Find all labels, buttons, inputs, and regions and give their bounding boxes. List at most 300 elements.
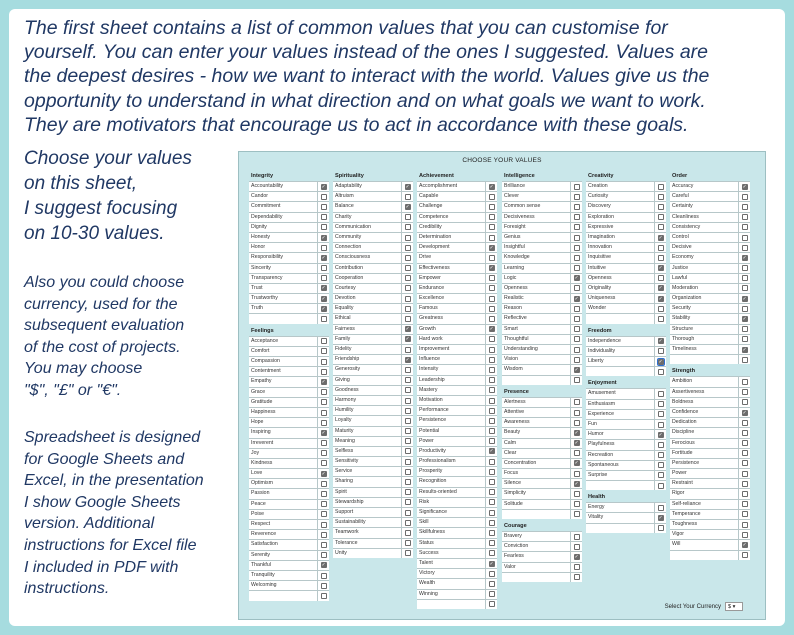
value-label[interactable] — [586, 367, 654, 376]
value-label[interactable]: Meaning — [333, 437, 401, 446]
value-label[interactable]: Dignity — [249, 223, 317, 232]
checkbox-unchecked[interactable] — [321, 593, 327, 599]
checkbox-unchecked[interactable] — [321, 275, 327, 281]
value-label[interactable]: Temperance — [670, 510, 738, 519]
value-label[interactable]: Bravery — [502, 532, 570, 541]
checkbox-checked[interactable]: ✓ — [658, 431, 663, 438]
value-label[interactable]: Power — [417, 437, 485, 446]
checkbox-unchecked[interactable] — [489, 581, 495, 587]
value-label[interactable]: Calm — [502, 439, 570, 448]
checkbox-unchecked[interactable] — [658, 214, 664, 220]
checkbox-unchecked[interactable] — [405, 255, 411, 261]
checkbox-unchecked[interactable] — [405, 489, 411, 495]
checkbox-unchecked[interactable] — [574, 450, 580, 456]
checkbox-unchecked[interactable] — [742, 224, 748, 230]
value-label[interactable]: Happiness — [249, 408, 317, 417]
value-label[interactable]: Hope — [249, 418, 317, 427]
value-label[interactable]: Accomplishment — [417, 182, 485, 191]
checkbox-unchecked[interactable] — [405, 418, 411, 424]
checkbox-unchecked[interactable] — [574, 471, 580, 477]
checkbox-unchecked[interactable] — [405, 285, 411, 291]
checkbox-checked[interactable]: ✓ — [321, 378, 326, 385]
value-label[interactable] — [417, 600, 485, 609]
value-label[interactable]: Peace — [249, 500, 317, 509]
checkbox-checked[interactable]: ✓ — [658, 285, 663, 292]
checkbox-unchecked[interactable] — [574, 204, 580, 210]
checkbox-unchecked[interactable] — [574, 534, 580, 540]
checkbox-unchecked[interactable] — [489, 510, 495, 516]
value-label[interactable]: Discipline — [670, 428, 738, 437]
value-label[interactable]: Vision — [502, 355, 570, 364]
checkbox-unchecked[interactable] — [574, 245, 580, 251]
checkbox-unchecked[interactable] — [405, 438, 411, 444]
value-label[interactable]: Stewardship — [333, 498, 401, 507]
checkbox-unchecked[interactable] — [405, 377, 411, 383]
value-label[interactable]: Sustainability — [333, 518, 401, 527]
checkbox-unchecked[interactable] — [321, 214, 327, 220]
value-label[interactable]: Clever — [502, 192, 570, 201]
checkbox-checked[interactable]: ✓ — [658, 358, 663, 365]
value-label[interactable]: Reflective — [502, 314, 570, 323]
checkbox-unchecked[interactable] — [321, 410, 327, 416]
checkbox-unchecked[interactable] — [658, 306, 664, 312]
value-label[interactable] — [586, 314, 654, 323]
checkbox-unchecked[interactable] — [405, 530, 411, 536]
checkbox-unchecked[interactable] — [489, 367, 495, 373]
value-label[interactable]: Comfort — [249, 347, 317, 356]
value-label[interactable]: Commitment — [249, 202, 317, 211]
value-label[interactable]: Humor — [586, 430, 654, 439]
checkbox-checked[interactable]: ✓ — [321, 254, 326, 261]
checkbox-unchecked[interactable] — [574, 214, 580, 220]
checkbox-unchecked[interactable] — [574, 544, 580, 550]
checkbox-unchecked[interactable] — [658, 204, 664, 210]
checkbox-unchecked[interactable] — [574, 377, 580, 383]
checkbox-unchecked[interactable] — [658, 505, 664, 511]
value-label[interactable]: Genius — [502, 233, 570, 242]
value-label[interactable]: Prosperity — [417, 467, 485, 476]
value-label[interactable]: Control — [670, 233, 738, 242]
checkbox-unchecked[interactable] — [489, 459, 495, 465]
value-label[interactable]: Irreverent — [249, 439, 317, 448]
checkbox-unchecked[interactable] — [574, 399, 580, 405]
checkbox-unchecked[interactable] — [489, 428, 495, 434]
checkbox-unchecked[interactable] — [658, 369, 664, 375]
value-label[interactable]: Wealth — [417, 579, 485, 588]
checkbox-unchecked[interactable] — [321, 204, 327, 210]
value-label[interactable]: Lawful — [670, 274, 738, 283]
checkbox-unchecked[interactable] — [489, 387, 495, 393]
value-label[interactable] — [670, 355, 738, 364]
checkbox-unchecked[interactable] — [742, 275, 748, 281]
value-label[interactable]: Effectiveness — [417, 264, 485, 273]
checkbox-unchecked[interactable] — [658, 462, 664, 468]
checkbox-unchecked[interactable] — [405, 235, 411, 241]
value-label[interactable]: Individuality — [586, 347, 654, 356]
checkbox-unchecked[interactable] — [742, 306, 748, 312]
checkbox-checked[interactable]: ✓ — [658, 265, 663, 272]
checkbox-unchecked[interactable] — [405, 194, 411, 200]
value-label[interactable]: Spontaneous — [586, 461, 654, 470]
checkbox-unchecked[interactable] — [574, 316, 580, 322]
value-label[interactable] — [502, 510, 570, 519]
value-label[interactable]: Altruism — [333, 192, 401, 201]
checkbox-unchecked[interactable] — [658, 184, 664, 190]
value-label[interactable]: Economy — [670, 253, 738, 262]
value-label[interactable]: Conviction — [502, 542, 570, 551]
value-label[interactable]: Will — [670, 540, 738, 549]
value-label[interactable]: Persistence — [670, 459, 738, 468]
checkbox-unchecked[interactable] — [321, 573, 327, 579]
checkbox-unchecked[interactable] — [489, 224, 495, 230]
checkbox-unchecked[interactable] — [489, 204, 495, 210]
value-label[interactable]: Satisfaction — [249, 540, 317, 549]
checkbox-checked[interactable]: ✓ — [742, 409, 747, 416]
value-label[interactable]: Beauty — [502, 428, 570, 437]
value-label[interactable]: Communication — [333, 223, 401, 232]
value-label[interactable]: Friendship — [333, 355, 401, 364]
checkbox-checked[interactable]: ✓ — [321, 234, 326, 241]
checkbox-unchecked[interactable] — [489, 357, 495, 363]
value-label[interactable]: Thankful — [249, 561, 317, 570]
checkbox-unchecked[interactable] — [658, 316, 664, 322]
value-label[interactable]: Serenity — [249, 551, 317, 560]
checkbox-unchecked[interactable] — [321, 316, 327, 322]
value-label[interactable]: Experience — [586, 410, 654, 419]
checkbox-checked[interactable]: ✓ — [742, 316, 747, 323]
value-label[interactable]: Creation — [586, 182, 654, 191]
checkbox-unchecked[interactable] — [574, 410, 580, 416]
value-label[interactable]: Talent — [417, 559, 485, 568]
checkbox-checked[interactable]: ✓ — [321, 305, 326, 312]
value-label[interactable]: Support — [333, 508, 401, 517]
value-label[interactable]: Solitude — [502, 500, 570, 509]
value-label[interactable]: Goodness — [333, 386, 401, 395]
checkbox-unchecked[interactable] — [405, 245, 411, 251]
value-label[interactable] — [670, 551, 738, 560]
value-label[interactable]: Foresight — [502, 223, 570, 232]
checkbox-unchecked[interactable] — [658, 245, 664, 251]
checkbox-checked[interactable]: ✓ — [321, 470, 326, 477]
value-label[interactable]: Competence — [417, 213, 485, 222]
value-label[interactable]: Discovery — [586, 202, 654, 211]
value-label[interactable]: Skill — [417, 518, 485, 527]
value-label[interactable]: Generosity — [333, 365, 401, 374]
value-label[interactable]: Concentration — [502, 459, 570, 468]
checkbox-unchecked[interactable] — [405, 499, 411, 505]
value-label[interactable]: Empower — [417, 274, 485, 283]
value-label[interactable]: Ferocious — [670, 439, 738, 448]
checkbox-unchecked[interactable] — [321, 522, 327, 528]
checkbox-unchecked[interactable] — [742, 481, 748, 487]
checkbox-unchecked[interactable] — [489, 377, 495, 383]
checkbox-unchecked[interactable] — [405, 316, 411, 322]
value-label[interactable]: Spirit — [333, 488, 401, 497]
value-label[interactable]: Vitality — [586, 513, 654, 522]
checkbox-unchecked[interactable] — [489, 306, 495, 312]
checkbox-unchecked[interactable] — [405, 428, 411, 434]
checkbox-checked[interactable]: ✓ — [658, 295, 663, 302]
checkbox-unchecked[interactable] — [489, 489, 495, 495]
value-label[interactable]: Enthusiasm — [586, 400, 654, 409]
checkbox-unchecked[interactable] — [405, 479, 411, 485]
checkbox-unchecked[interactable] — [405, 296, 411, 302]
value-label[interactable]: Courtesy — [333, 284, 401, 293]
checkbox-unchecked[interactable] — [742, 471, 748, 477]
value-label[interactable]: Ethical — [333, 314, 401, 323]
value-label[interactable]: Fidelity — [333, 345, 401, 354]
checkbox-unchecked[interactable] — [405, 408, 411, 414]
value-label[interactable]: Vigor — [670, 530, 738, 539]
checkbox-checked[interactable]: ✓ — [489, 326, 494, 333]
checkbox-checked[interactable]: ✓ — [489, 183, 494, 190]
checkbox-unchecked[interactable] — [574, 491, 580, 497]
checkbox-unchecked[interactable] — [742, 511, 748, 517]
checkbox-checked[interactable]: ✓ — [405, 336, 410, 343]
currency-dropdown[interactable] — [725, 602, 743, 611]
value-label[interactable]: Thorough — [670, 335, 738, 344]
checkbox-unchecked[interactable] — [405, 540, 411, 546]
value-label[interactable]: Service — [333, 467, 401, 476]
value-label[interactable]: Contentment — [249, 367, 317, 376]
value-label[interactable]: Intensity — [417, 365, 485, 374]
value-label[interactable]: Maturity — [333, 427, 401, 436]
checkbox-unchecked[interactable] — [574, 574, 580, 580]
checkbox-unchecked[interactable] — [405, 520, 411, 526]
checkbox-unchecked[interactable] — [489, 214, 495, 220]
checkbox-unchecked[interactable] — [321, 359, 327, 365]
checkbox-unchecked[interactable] — [489, 398, 495, 404]
value-label[interactable]: Results-oriented — [417, 488, 485, 497]
checkbox-unchecked[interactable] — [742, 552, 748, 558]
value-label[interactable]: Stability — [670, 314, 738, 323]
checkbox-unchecked[interactable] — [742, 194, 748, 200]
value-label[interactable] — [586, 481, 654, 490]
checkbox-unchecked[interactable] — [321, 420, 327, 426]
value-label[interactable]: Acceptance — [249, 337, 317, 346]
value-label[interactable]: Accountability — [249, 182, 317, 191]
value-label[interactable]: Reason — [502, 304, 570, 313]
checkbox-unchecked[interactable] — [489, 347, 495, 353]
value-label[interactable]: Famous — [417, 304, 485, 313]
checkbox-unchecked[interactable] — [742, 491, 748, 497]
checkbox-unchecked[interactable] — [321, 481, 327, 487]
checkbox-checked[interactable]: ✓ — [574, 275, 579, 282]
value-label[interactable]: Capable — [417, 192, 485, 201]
checkbox-unchecked[interactable] — [658, 401, 664, 407]
checkbox-unchecked[interactable] — [489, 571, 495, 577]
checkbox-unchecked[interactable] — [489, 285, 495, 291]
value-label[interactable]: Playfulness — [586, 440, 654, 449]
value-label[interactable]: Potential — [417, 427, 485, 436]
checkbox-unchecked[interactable] — [321, 338, 327, 344]
checkbox-checked[interactable]: ✓ — [489, 244, 494, 251]
checkbox-unchecked[interactable] — [742, 532, 748, 538]
checkbox-unchecked[interactable] — [742, 430, 748, 436]
value-label[interactable]: Boldness — [670, 398, 738, 407]
checkbox-unchecked[interactable] — [742, 214, 748, 220]
value-label[interactable]: Adaptability — [333, 182, 401, 191]
value-label[interactable]: Drive — [417, 253, 485, 262]
value-label[interactable]: Simplicity — [502, 489, 570, 498]
value-label[interactable]: Equality — [333, 304, 401, 313]
value-label[interactable]: Openness — [502, 284, 570, 293]
value-label[interactable]: Energy — [586, 503, 654, 512]
checkbox-unchecked[interactable] — [321, 501, 327, 507]
value-label[interactable]: Liberty — [586, 357, 654, 366]
checkbox-unchecked[interactable] — [742, 245, 748, 251]
value-label[interactable]: Teamwork — [333, 528, 401, 537]
checkbox-unchecked[interactable] — [405, 306, 411, 312]
checkbox-checked[interactable]: ✓ — [574, 295, 579, 302]
value-label[interactable]: Responsibility — [249, 253, 317, 262]
checkbox-checked[interactable]: ✓ — [321, 285, 326, 292]
value-label[interactable]: Confidence — [670, 408, 738, 417]
value-label[interactable]: Tranquility — [249, 571, 317, 580]
value-label[interactable]: Openness — [586, 274, 654, 283]
checkbox-checked[interactable]: ✓ — [742, 183, 747, 190]
value-label[interactable]: Exploration — [586, 213, 654, 222]
checkbox-unchecked[interactable] — [321, 583, 327, 589]
value-label[interactable]: Motivation — [417, 396, 485, 405]
value-label[interactable]: Insightful — [502, 243, 570, 252]
value-label[interactable]: Honor — [249, 243, 317, 252]
value-label[interactable] — [502, 376, 570, 385]
value-label[interactable]: Common sense — [502, 202, 570, 211]
checkbox-unchecked[interactable] — [742, 440, 748, 446]
value-label[interactable]: Leadership — [417, 376, 485, 385]
checkbox-unchecked[interactable] — [658, 422, 664, 428]
value-label[interactable]: Giving — [333, 376, 401, 385]
value-label[interactable]: Justice — [670, 264, 738, 273]
value-label[interactable]: Credibility — [417, 223, 485, 232]
value-label[interactable]: Sensitivity — [333, 457, 401, 466]
value-label[interactable]: Influence — [417, 355, 485, 364]
checkbox-unchecked[interactable] — [574, 564, 580, 570]
checkbox-unchecked[interactable] — [489, 438, 495, 444]
value-label[interactable]: Poise — [249, 510, 317, 519]
checkbox-unchecked[interactable] — [489, 418, 495, 424]
checkbox-unchecked[interactable] — [574, 326, 580, 332]
value-label[interactable]: Thoughtful — [502, 335, 570, 344]
value-label[interactable]: Endurance — [417, 284, 485, 293]
checkbox-unchecked[interactable] — [658, 255, 664, 261]
checkbox-unchecked[interactable] — [742, 204, 748, 210]
checkbox-checked[interactable]: ✓ — [742, 346, 747, 353]
value-label[interactable]: Cooperation — [333, 274, 401, 283]
value-label[interactable]: Inquisitive — [586, 253, 654, 262]
value-label[interactable]: Persistence — [417, 416, 485, 425]
checkbox-unchecked[interactable] — [321, 450, 327, 456]
checkbox-unchecked[interactable] — [405, 214, 411, 220]
checkbox-unchecked[interactable] — [321, 265, 327, 271]
value-label[interactable]: Decisiveness — [502, 213, 570, 222]
value-label[interactable]: Transparency — [249, 274, 317, 283]
checkbox-unchecked[interactable] — [574, 285, 580, 291]
checkbox-unchecked[interactable] — [742, 389, 748, 395]
checkbox-unchecked[interactable] — [574, 224, 580, 230]
value-label[interactable]: Mastery — [417, 386, 485, 395]
value-label[interactable]: Wonder — [586, 304, 654, 313]
value-label[interactable]: Self-reliance — [670, 500, 738, 509]
checkbox-unchecked[interactable] — [489, 275, 495, 281]
value-label[interactable]: Decisive — [670, 243, 738, 252]
value-label[interactable]: Devotion — [333, 294, 401, 303]
value-label[interactable]: Ambition — [670, 377, 738, 386]
checkbox-unchecked[interactable] — [489, 520, 495, 526]
value-label[interactable]: Smart — [502, 325, 570, 334]
value-label[interactable]: Rigor — [670, 489, 738, 498]
checkbox-unchecked[interactable] — [405, 398, 411, 404]
value-label[interactable]: Gratitude — [249, 398, 317, 407]
checkbox-checked[interactable]: ✓ — [405, 326, 410, 333]
value-label[interactable]: Cleanliness — [670, 213, 738, 222]
value-label[interactable]: Growth — [417, 325, 485, 334]
checkbox-checked[interactable]: ✓ — [489, 560, 494, 567]
checkbox-unchecked[interactable] — [489, 336, 495, 342]
value-label[interactable]: Silence — [502, 479, 570, 488]
checkbox-unchecked[interactable] — [321, 460, 327, 466]
checkbox-checked[interactable]: ✓ — [574, 440, 579, 447]
checkbox-unchecked[interactable] — [321, 511, 327, 517]
value-label[interactable]: Success — [417, 549, 485, 558]
value-label[interactable]: Community — [333, 233, 401, 242]
value-label[interactable]: Intuitive — [586, 264, 654, 273]
checkbox-unchecked[interactable] — [742, 235, 748, 241]
checkbox-checked[interactable]: ✓ — [574, 429, 579, 436]
value-label[interactable]: Passion — [249, 489, 317, 498]
value-label[interactable]: Valor — [502, 563, 570, 572]
checkbox-unchecked[interactable] — [574, 194, 580, 200]
checkbox-unchecked[interactable] — [742, 379, 748, 385]
value-label[interactable]: Originality — [586, 284, 654, 293]
value-label[interactable]: Excellence — [417, 294, 485, 303]
value-label[interactable]: Realistic — [502, 294, 570, 303]
value-label[interactable]: Toughness — [670, 520, 738, 529]
checkbox-unchecked[interactable] — [574, 501, 580, 507]
checkbox-checked[interactable]: ✓ — [321, 429, 326, 436]
checkbox-unchecked[interactable] — [574, 336, 580, 342]
value-label[interactable]: Timeliness — [670, 345, 738, 354]
value-label[interactable]: Security — [670, 304, 738, 313]
value-label[interactable]: Power — [670, 469, 738, 478]
checkbox-unchecked[interactable] — [489, 601, 495, 607]
value-label[interactable]: Significance — [417, 508, 485, 517]
value-label[interactable]: Trustworthy — [249, 294, 317, 303]
checkbox-unchecked[interactable] — [658, 391, 664, 397]
checkbox-unchecked[interactable] — [658, 472, 664, 478]
checkbox-unchecked[interactable] — [405, 387, 411, 393]
value-label[interactable]: Connection — [333, 243, 401, 252]
value-label[interactable]: Consciousness — [333, 253, 401, 262]
value-label[interactable]: Status — [417, 539, 485, 548]
value-label[interactable] — [586, 524, 654, 533]
checkbox-unchecked[interactable] — [742, 399, 748, 405]
checkbox-unchecked[interactable] — [321, 224, 327, 230]
value-label[interactable]: Determination — [417, 233, 485, 242]
checkbox-unchecked[interactable] — [574, 306, 580, 312]
value-label[interactable]: Brilliance — [502, 182, 570, 191]
checkbox-unchecked[interactable] — [405, 459, 411, 465]
value-label[interactable] — [249, 591, 317, 600]
checkbox-unchecked[interactable] — [405, 224, 411, 230]
value-label[interactable]: Assertiveness — [670, 388, 738, 397]
value-label[interactable]: Sharing — [333, 477, 401, 486]
value-label[interactable]: Imagination — [586, 233, 654, 242]
checkbox-unchecked[interactable] — [321, 542, 327, 548]
checkbox-checked[interactable]: ✓ — [658, 515, 663, 522]
value-label[interactable]: Amusement — [586, 389, 654, 398]
